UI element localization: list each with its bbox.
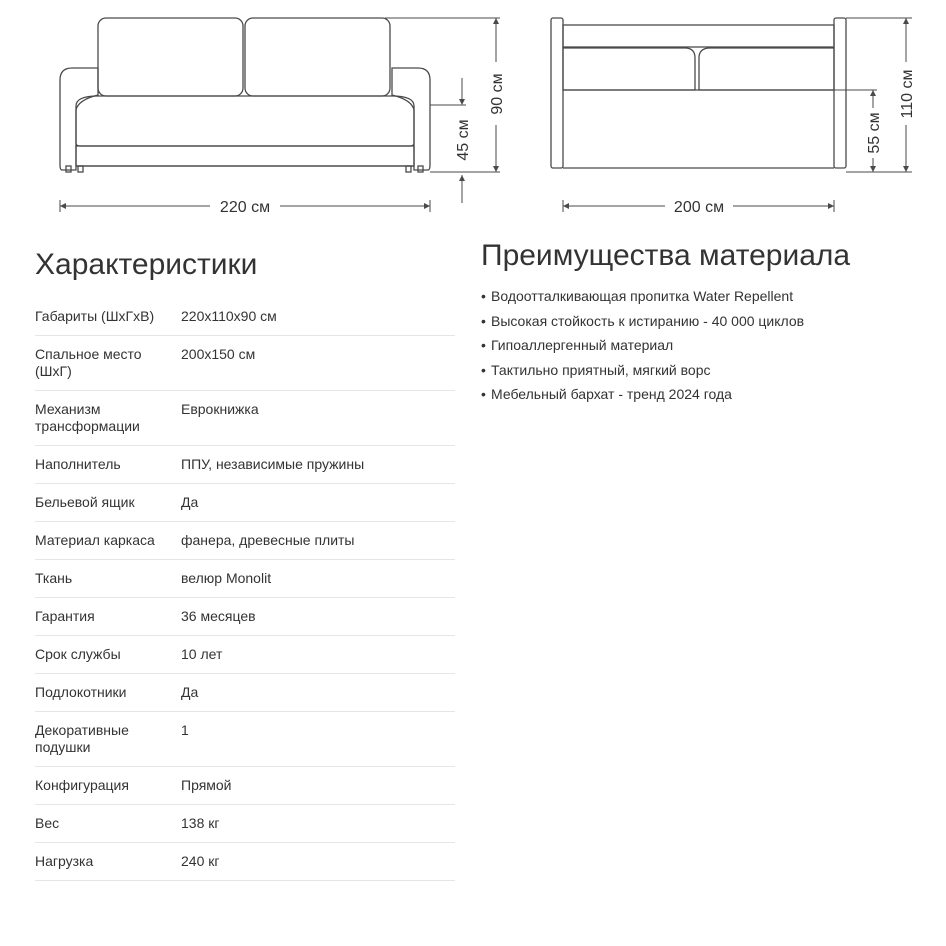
specs-table [35,298,455,881]
spec-row [35,560,455,598]
spec-value: 10 лет [181,636,455,674]
spec-key: Механизм трансформации [35,391,181,446]
advantage-item [481,284,921,309]
spec-value: 200х150 см [181,336,455,391]
spec-value: 36 месяцев [181,598,455,636]
spec-row [35,598,455,636]
bullet-icon: • [481,288,486,304]
spec-row [35,767,455,805]
spec-row [35,805,455,843]
side-width-label: 200 см [673,199,725,216]
spec-value: 1 [181,712,455,767]
spec-value: Да [181,674,455,712]
advantage-item [481,358,921,383]
side-depth-label: 110 см [899,69,916,119]
spec-key: Материал каркаса [35,522,181,560]
advantages-list [481,284,921,407]
bullet-icon: • [481,337,486,353]
advantage-text: Мебельный бархат - тренд 2024 года [491,386,732,402]
spec-key: Габариты (ШхГхВ) [35,298,181,336]
bullet-icon: • [481,361,486,378]
spec-key: Подлокотники [35,674,181,712]
spec-row [35,484,455,522]
advantage-text: Водоотталкивающая пропитка Water Repellent [491,288,794,304]
spec-row [35,522,455,560]
spec-row [35,446,455,484]
advantages-title: Преимущества материала [481,239,851,272]
front-seat-height-label: 45 см [455,119,472,161]
spec-value: 138 кг [181,805,455,843]
spec-key: Конфигурация [35,767,181,805]
spec-value: 240 кг [181,843,455,881]
specs-section [35,240,455,881]
advantage-text: Высокая стойкость к истиранию - 40 000 циклов [491,312,805,329]
spec-row [35,636,455,674]
spec-key: Нагрузка [35,843,181,881]
spec-value: Прямой [181,767,455,805]
spec-value: 220х110х90 см [181,298,455,336]
spec-value: Еврокнижка [181,391,455,446]
spec-key: Наполнитель [35,446,181,484]
spec-value: велюр Monolit [181,560,455,598]
spec-value: Да [181,484,455,522]
spec-key: Декоративные подушки [35,712,181,767]
front-height-label: 90 см [489,73,506,115]
spec-key: Вес [35,805,181,843]
spec-key: Срок службы [35,636,181,674]
spec-value: ППУ, независимые пружины [181,446,455,484]
specs-title: Характеристики [35,248,258,281]
side-seat-height-label: 55 см [866,112,883,154]
spec-value: фанера, древесные плиты [181,522,455,560]
spec-row [35,391,455,446]
spec-row [35,298,455,336]
bullet-icon: • [481,312,486,329]
sofa-side-view [551,18,846,168]
advantage-item [481,309,921,334]
sofa-front-view [60,18,430,172]
spec-key: Гарантия [35,598,181,636]
spec-row [35,843,455,881]
advantage-item [481,382,921,407]
spec-row [35,674,455,712]
spec-key: Бельевой ящик [35,484,181,522]
sofa-dimension-diagram [0,0,946,230]
advantage-item [481,333,921,358]
spec-row [35,336,455,391]
spec-row [35,712,455,767]
material-advantages-section [481,232,921,407]
bullet-icon: • [481,386,486,402]
spec-key: Спальное место (ШхГ) [35,336,181,391]
front-width-label: 220 см [219,199,271,216]
spec-key: Ткань [35,560,181,598]
advantage-text: Тактильно приятный, мягкий ворс [491,361,711,378]
advantage-text: Гипоаллергенный материал [491,337,674,353]
